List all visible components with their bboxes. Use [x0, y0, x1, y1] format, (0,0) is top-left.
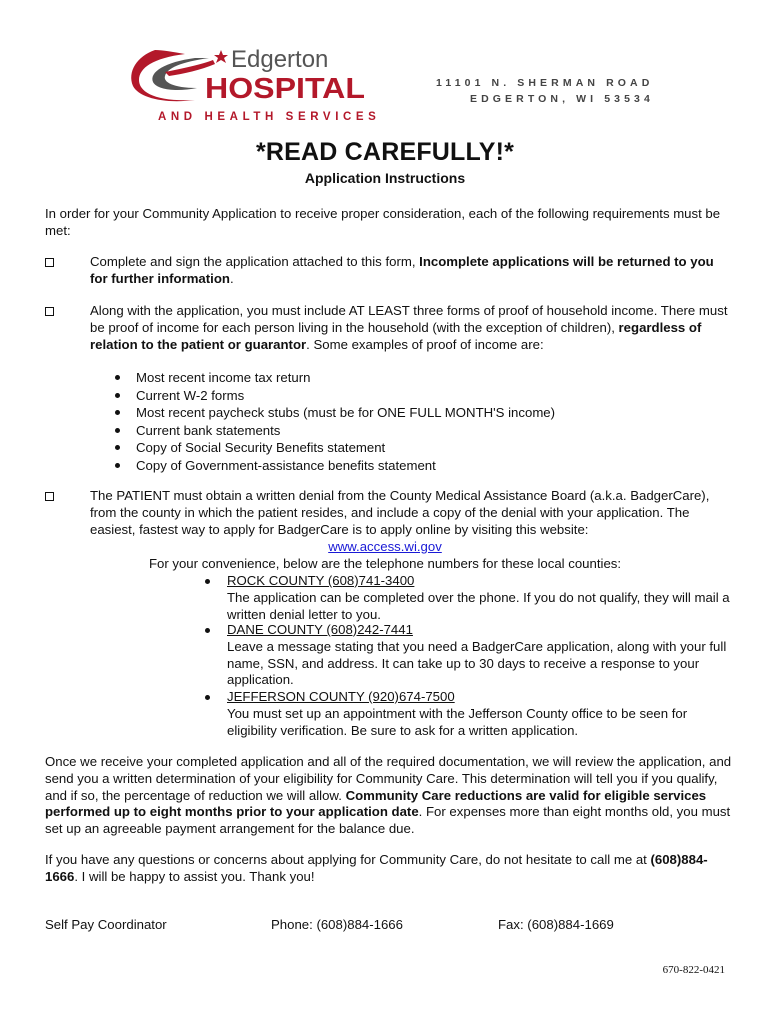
- document-number: 670-822-0421: [662, 964, 725, 976]
- determination-text: Once we receive your completed application and all of the required documentation, we will review the application, and send you a written determination of your eligibility for Community Care. This determination will tell you if you qualify, and if so, the percentage of reduction we will allow.: [45, 754, 732, 803]
- questions-end: . I will be happy to assist you. Thank you!: [74, 868, 315, 884]
- questions-text: If you have any questions or concerns about applying for Community Care, do not hesitate to call me at: [45, 852, 651, 867]
- footer-fax: Fax: (608)884-1669: [498, 917, 614, 932]
- requirement-2: [90, 303, 730, 353]
- requirement-2-end: . Some examples of proof of income are:: [306, 336, 544, 352]
- county-dane-phone[interactable]: DANE COUNTY (608)242-7441: [227, 622, 413, 637]
- requirement-1-checkbox-icon: [45, 258, 54, 267]
- questions-paragraph: [45, 852, 735, 886]
- website-link[interactable]: www.access.wi.gov: [328, 539, 442, 554]
- page-title: *READ CAREFULLY!*: [255, 138, 515, 166]
- county-jefferson-phone[interactable]: JEFFERSON COUNTY (920)674-7500: [227, 689, 455, 704]
- requirement-1-bold: Incomplete applications will be returned to you for further information: [90, 254, 714, 286]
- footer-phone: Phone: (608)884-1666: [271, 917, 403, 932]
- county-rock-note: The application can be completed over the phone. If you do not qualify, they will mail a written denial letter to you.: [227, 589, 730, 622]
- address-line2: EDGERTON, WI 53534: [470, 93, 654, 105]
- requirement-1-end: .: [229, 270, 234, 286]
- requirement-1: [90, 254, 730, 288]
- list-item: Copy of Social Security Benefits statement: [115, 439, 555, 457]
- requirement-1-text: Complete and sign the application attached to this form,: [90, 254, 420, 269]
- determination-bold: Community Care reductions are valid for eligible services performed up to eight months prior to your application date: [45, 787, 707, 820]
- list-item: Most recent income tax return: [115, 369, 555, 387]
- determination-end: . For expenses more than eight months old, you must set up an agreeable payment arrangement for the balance due.: [45, 804, 731, 837]
- address-line1: 11101 N. SHERMAN ROAD: [436, 77, 654, 89]
- list-item: Most recent paycheck stubs (must be for ONE FULL MONTH'S income): [115, 404, 555, 422]
- requirement-2-checkbox-icon: [45, 307, 54, 316]
- counties-intro: For your convenience, below are the telephone numbers for these local counties:: [148, 556, 622, 571]
- website-line: [90, 539, 680, 556]
- proof-of-income-list: [115, 369, 555, 474]
- questions-phone: (608)884-1666: [45, 852, 708, 884]
- logo-star-icon: [214, 50, 228, 63]
- determination-paragraph: [45, 754, 735, 838]
- footer-coordinator: Self Pay Coordinator: [45, 917, 167, 932]
- requirement-2-bold: regardless of relation to the patient or guarantor: [90, 319, 702, 352]
- logo-tagline: AND HEALTH SERVICES: [158, 111, 381, 123]
- county-jefferson-note: You must set up an appointment with the Jefferson County office to be seen for eligibility verification. Be sure to ask for a written application.: [227, 705, 688, 738]
- intro-paragraph: In order for your Community Application to receive proper consideration, each of the following requirements must be met:: [45, 206, 721, 238]
- county-dane-note: Leave a message stating that you need a BadgerCare application, along with your full name, SSN, and address. It can take up to 30 days to receive a response to your application.: [227, 638, 727, 688]
- requirement-3-checkbox-icon: [45, 492, 54, 501]
- county-jefferson: [205, 689, 730, 739]
- requirement-2-text: Along with the application, you must include AT LEAST three forms of proof of household income. There must be proof of income for each person living in the household (with the exception of children),: [90, 303, 728, 335]
- logo-line1: Edgerton: [231, 46, 329, 73]
- page-subtitle: Application Instructions: [304, 170, 466, 186]
- list-item: Current bank statements: [115, 422, 555, 440]
- county-rock: [205, 573, 730, 623]
- county-rock-phone[interactable]: ROCK COUNTY (608)741-3400: [227, 573, 415, 588]
- hospital-logo: [125, 42, 375, 107]
- list-item: Current W-2 forms: [115, 387, 555, 405]
- county-dane: [205, 622, 730, 689]
- logo-line2: HOSPITAL: [205, 73, 365, 105]
- requirement-3: The PATIENT must obtain a written denial from the County Medical Assistance Board (a.k.a. BadgerCare), from the county in which the patient resides, and include a copy of the denial with your application. The easiest, fastest way to apply for BadgerCare is to apply online by visiting this website:: [90, 488, 710, 537]
- list-item: Copy of Government-assistance benefits statement: [115, 457, 555, 475]
